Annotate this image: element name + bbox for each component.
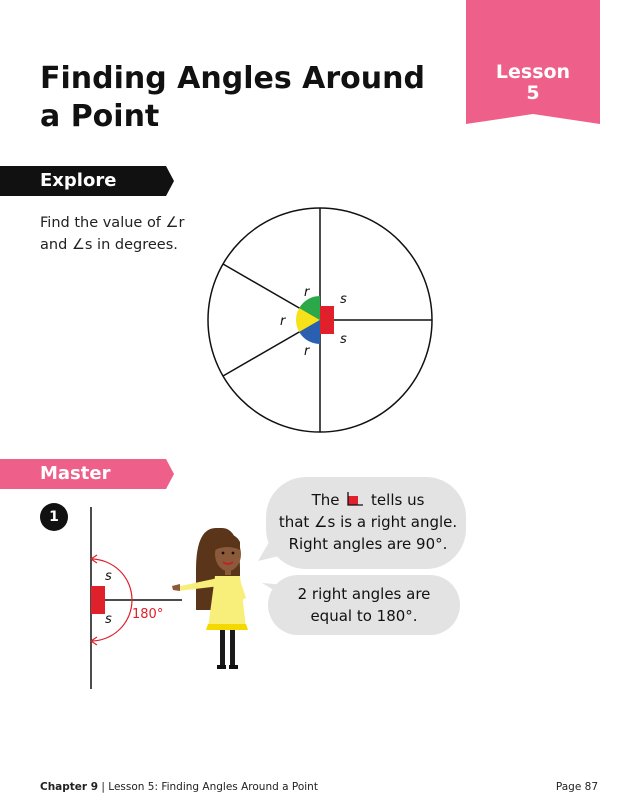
explore-prompt-line2: and ∠s in degrees.: [40, 237, 178, 253]
page-title-line2: a Point: [40, 99, 160, 134]
girl-shoe-right: [229, 665, 238, 669]
angle-s-lower-marker: [91, 600, 105, 614]
bubble-1-line1-end: tells us: [371, 491, 425, 509]
explore-banner: [0, 166, 176, 196]
footer-lesson: | Lesson 5: Finding Angles Around a Point: [101, 781, 318, 793]
bubble-1-line1: [270, 489, 466, 511]
bubble-1-line2: that ∠s is a right angle.: [278, 513, 458, 531]
speech-bubble-1-text: [270, 489, 466, 555]
girl-illustration: [170, 520, 260, 675]
label-r-top: r: [304, 285, 310, 300]
lesson-ribbon: [466, 0, 600, 124]
explore-label: Explore: [40, 170, 117, 191]
girl-leg-left: [220, 630, 225, 666]
explore-prompt-line1: Find the value of ∠r: [40, 215, 185, 231]
speech-bubble-1: [258, 477, 468, 572]
lesson-number: 5: [526, 82, 540, 104]
lesson-label: [466, 62, 600, 104]
footer-page-number: Page 87: [555, 781, 598, 793]
girl-shoe-left: [217, 665, 226, 669]
angle-180-label: 180°: [132, 607, 164, 622]
label-s-upper: s: [105, 569, 112, 584]
bubble-1-line3: Right angles are 90°.: [288, 535, 448, 553]
footer-chapter: Chapter 9: [40, 781, 99, 793]
girl-leg-right: [230, 630, 235, 666]
master-label: Master: [40, 463, 111, 484]
question-number-badge: 1: [40, 503, 68, 531]
page-title: [40, 60, 440, 136]
angle-s-upper-marker: [320, 306, 334, 320]
bubble-2-line1: 2 right angles are: [297, 585, 431, 603]
circle-angle-diagram: [200, 200, 440, 440]
girl-eye-right: [232, 552, 235, 555]
label-s-top: s: [340, 292, 347, 307]
speech-bubble-2: [262, 575, 462, 637]
label-r-left: r: [280, 314, 286, 329]
angle-s-upper-marker: [91, 586, 105, 600]
girl-neck: [225, 569, 231, 575]
footer-chapter-info: [40, 781, 318, 793]
angle-s-lower-marker: [320, 320, 334, 334]
label-s-bottom: s: [340, 332, 347, 347]
explore-prompt: [40, 212, 210, 256]
speech-bubble-2-text: [268, 583, 460, 627]
right-angle-marker-icon: [346, 492, 364, 506]
bubble-2-line2: equal to 180°.: [310, 607, 418, 625]
label-s-lower: s: [105, 612, 112, 627]
girl-dress-hem: [206, 624, 248, 630]
page-title-line1: Finding Angles Around: [40, 61, 425, 96]
bubble-1-line1-start: The: [311, 491, 340, 509]
master-banner: [0, 459, 176, 489]
girl-hand: [172, 584, 180, 591]
label-r-bottom: r: [304, 344, 310, 359]
lesson-word: Lesson: [495, 61, 571, 83]
girl-eye-left: [222, 552, 225, 555]
